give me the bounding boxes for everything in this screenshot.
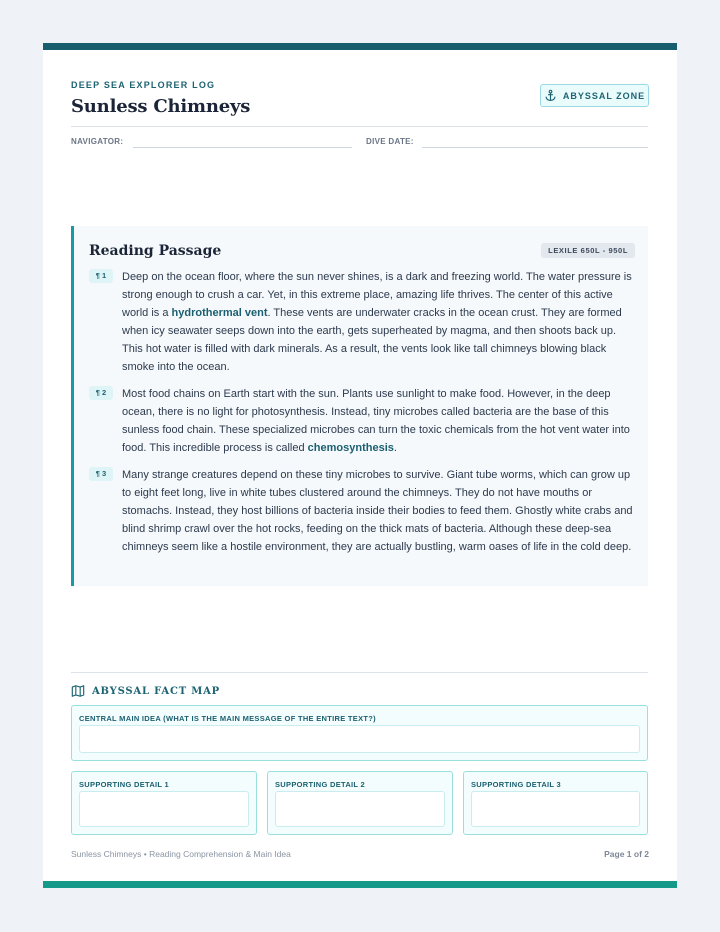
- page-title: Sunless Chimneys: [71, 96, 251, 117]
- navigator-label: NAVIGATOR:: [71, 137, 124, 146]
- supporting-detail-label: SUPPORTING DETAIL 3: [471, 780, 562, 789]
- zone-badge-label: ABYSSAL ZONE: [562, 90, 646, 101]
- zone-badge: [540, 84, 649, 107]
- paragraph-2: [89, 385, 634, 457]
- dive-date-label: DIVE DATE:: [366, 137, 414, 146]
- main-idea-box: [71, 705, 648, 761]
- map-icon: [71, 684, 85, 698]
- supporting-detail-3-box: [463, 771, 648, 835]
- supporting-detail-3-input[interactable]: [471, 791, 640, 827]
- supporting-detail-1-box: [71, 771, 257, 835]
- supporting-detail-label: SUPPORTING DETAIL 2: [275, 780, 366, 789]
- main-idea-input[interactable]: [79, 725, 640, 753]
- paragraph-number: ¶ 1: [89, 269, 113, 283]
- header-divider: [71, 126, 648, 127]
- paragraph-number: ¶ 2: [89, 386, 113, 400]
- paragraph-text: Deep on the ocean floor, where the sun never shines, is a dark and freezing world. The water pressure is strong enough to crush a car. Yet, in this extreme place, amazing life thrives. The center of this active world is a hydrothermal vent. These vents are underwater cracks in the ocean crust. They are formed when icy seawater seeps down into the earth, gets superheated by magma, and then shoots back up. This hot water is filled with dark minerals. As a result, the vents look like tall chimneys blowing black smoke into the ocean.: [122, 271, 632, 373]
- passage-title: Reading Passage: [89, 243, 222, 259]
- fact-map-heading: [71, 684, 220, 698]
- supporting-detail-label: SUPPORTING DETAIL 1: [79, 780, 170, 789]
- anchor-icon: [544, 89, 557, 102]
- paragraph-text: Many strange creatures depend on these tiny microbes to survive. Giant tube worms, which can grow up to eight feet long, live in white tubes clustered around the chimneys. They do not have mouths or stomachs. Instead, they host billions of bacteria inside their bodies to feed them. Ghostly white crabs and blind shrimp crawl over the hot rocks, feeding on the thick mats of bacteria. Although these deep-sea chimneys seem like a hostile environment, they are actually bustling, warm oases of life in the cold deep.: [122, 469, 633, 553]
- paragraph-number: ¶ 3: [89, 467, 113, 481]
- main-idea-label: CENTRAL MAIN IDEA (WHAT IS THE MAIN MESSAGE OF THE ENTIRE TEXT?): [79, 714, 376, 723]
- dive-date-field[interactable]: [422, 147, 648, 148]
- footer-caption: Sunless Chimneys • Reading Comprehension & Main Idea: [71, 849, 291, 859]
- paragraph-1: [89, 268, 634, 376]
- reading-passage: [71, 226, 648, 586]
- page-number: Page 1 of 2: [604, 849, 649, 859]
- supporting-detail-2-box: [267, 771, 453, 835]
- supporting-detail-1-input[interactable]: [79, 791, 249, 827]
- navigator-field[interactable]: [133, 147, 352, 148]
- fact-map-divider: [71, 672, 648, 673]
- log-eyebrow: DEEP SEA EXPLORER LOG: [71, 80, 216, 90]
- paragraph-text: Most food chains on Earth start with the sun. Plants use sunlight to make food. However, in the deep ocean, there is no light for photosynthesis. Instead, tiny microbes called bacteria are the base of this sunless food chain. These specialized microbes can turn the toxic chemicals from the hot vent water into food. This incredible process is called chemosynthesis.: [122, 388, 630, 454]
- keyword-hydrothermal-vent: hydrothermal vent: [171, 307, 268, 319]
- fact-map-title: ABYSSAL FACT MAP: [92, 685, 220, 697]
- worksheet-page: [43, 43, 677, 888]
- supporting-detail-2-input[interactable]: [275, 791, 445, 827]
- keyword-chemosynthesis: chemosynthesis: [307, 442, 394, 454]
- lexile-badge: LEXILE 650L - 950L: [541, 243, 635, 258]
- paragraph-3: [89, 466, 634, 556]
